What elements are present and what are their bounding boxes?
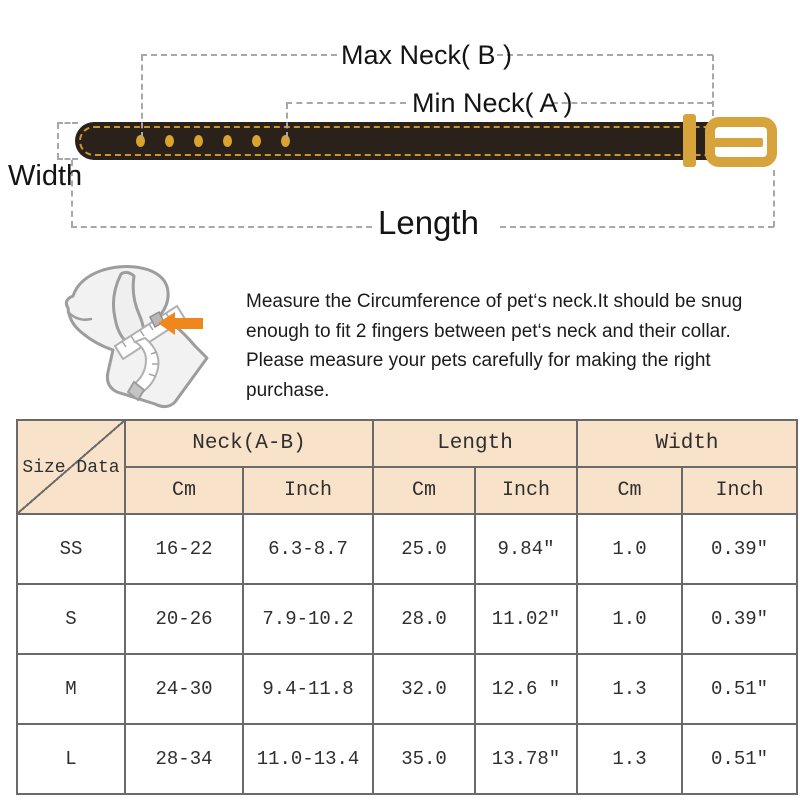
measurement-note [246,287,742,405]
table-row-s [17,584,797,654]
neck-inch-cell: 9.4-11.8 [243,654,373,724]
width-cm-cell: 1.0 [577,514,682,584]
collar-hole-3 [194,135,203,147]
width-label: Width [8,160,83,192]
min-neck-label: Min Neck( A ) [412,88,573,118]
length-cm-cell: 32.0 [373,654,475,724]
length-cm-cell: 25.0 [373,514,475,584]
min-neck-line-to-last-hole [286,103,288,138]
size-data-corner-cell [17,420,125,514]
neck-inch-cell: 7.9-10.2 [243,584,373,654]
unit-header-length-inch: Inch [475,467,577,514]
neck-cm-cell: 24-30 [125,654,243,724]
neck-cm-cell: 16-22 [125,514,243,584]
table-row-ss [17,514,797,584]
col-group-neck: Neck(A-B) [125,420,373,467]
corner-label: Size Data [22,457,120,478]
collar-buckle-prong [710,138,763,147]
length-cm-cell: 28.0 [373,584,475,654]
length-inch-cell: 11.02″ [475,584,577,654]
dog-measurement-illustration [55,262,215,414]
unit-header-neck-inch: Inch [243,467,373,514]
width-bracket-top [57,122,78,124]
unit-header-width-cm: Cm [577,467,682,514]
note-line-2: enough to fit 2 fingers between pet‘s neck and their collar. [246,320,731,342]
unit-header-neck-cm: Cm [125,467,243,514]
note-line-3: Please measure your pets carefully for making the right [246,350,711,371]
size-cell: L [17,724,125,794]
unit-header-length-cm: Cm [373,467,475,514]
collar-hole-2 [165,135,174,147]
length-line-left [71,226,372,228]
unit-header-width-inch: Inch [682,467,797,514]
max-neck-line-left [141,54,337,56]
neck-cm-cell: 28-34 [125,724,243,794]
neck-cm-cell: 20-26 [125,584,243,654]
size-cell: S [17,584,125,654]
max-neck-line-right [497,54,713,56]
length-cm-cell: 35.0 [373,724,475,794]
col-group-length: Length [373,420,577,467]
table-row-l [17,724,797,794]
size-cell: SS [17,514,125,584]
collar-keeper-loop [683,114,696,167]
note-line-1: Measure the Circumference of pet‘s neck.It should be snug [246,291,743,312]
neck-inch-cell: 6.3-8.7 [243,514,373,584]
width-inch-cell: 0.51″ [682,724,797,794]
width-inch-cell: 0.39″ [682,514,797,584]
length-line-right-drop [773,170,775,227]
min-neck-line-left [286,102,406,104]
table-row-m [17,654,797,724]
length-inch-cell: 13.78″ [475,724,577,794]
width-cm-cell: 1.3 [577,724,682,794]
width-cm-cell: 1.3 [577,654,682,724]
min-neck-line-right [552,102,713,104]
width-inch-cell: 0.51″ [682,654,797,724]
length-inch-cell: 12.6 ″ [475,654,577,724]
neck-lines-right-drop [712,55,714,116]
length-line-right [500,226,774,228]
collar-hole-4 [223,135,232,147]
width-bracket-vertical [57,123,59,159]
length-inch-cell: 9.84″ [475,514,577,584]
size-cell: M [17,654,125,724]
collar-hole-5 [252,135,261,147]
max-neck-label: Max Neck( B ) [341,40,513,70]
length-label: Length [378,204,479,241]
note-line-4: purchase. [246,379,330,401]
size-chart-table [16,419,798,795]
max-neck-line-to-first-hole [141,55,143,138]
width-inch-cell: 0.39″ [682,584,797,654]
col-group-width: Width [577,420,797,467]
neck-inch-cell: 11.0-13.4 [243,724,373,794]
width-cm-cell: 1.0 [577,584,682,654]
